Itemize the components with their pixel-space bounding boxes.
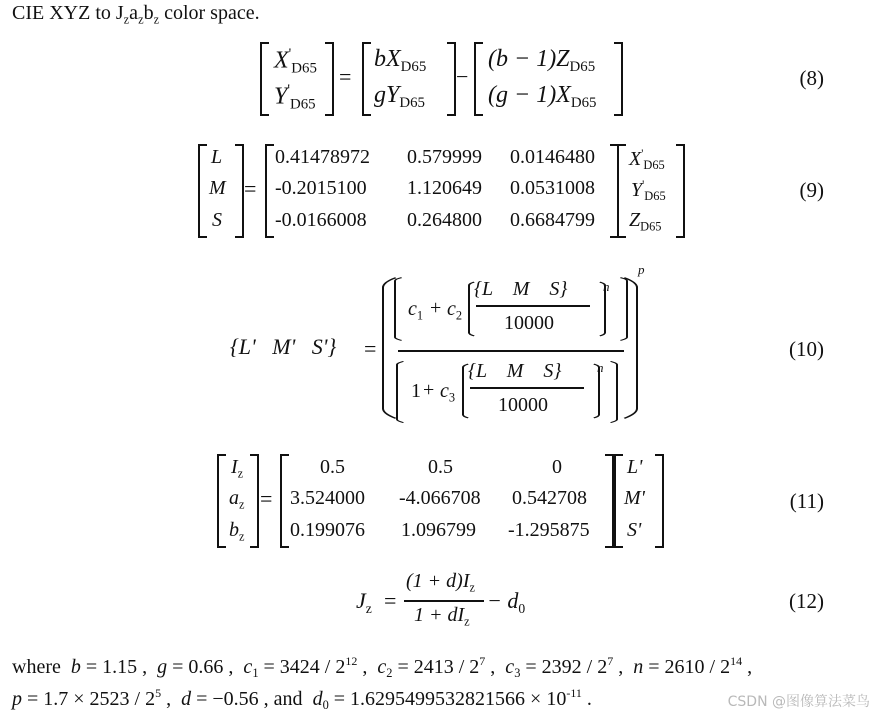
param-token: = 3424 / 2 (258, 655, 346, 678)
eq10-den-lms: {L M S} (468, 360, 562, 382)
params-line-1 (12, 654, 752, 681)
param-token: 14 (730, 654, 743, 668)
intro-sub-z2: z (138, 12, 144, 27)
eq10-number: (10) (789, 337, 824, 361)
eq8-sub-2: D65 (289, 96, 316, 113)
param-token: p (12, 687, 22, 710)
eq8-lhs-vector (260, 42, 334, 116)
eq11-number: (11) (789, 489, 824, 513)
eq10-den-exp-n: n (597, 360, 604, 375)
eq10-plus-2: + (423, 379, 435, 401)
eq8-prime-1: ' (288, 46, 292, 62)
param-token: = 1.6295499532821566 × 10 (328, 687, 567, 710)
eq12-equals: = (384, 588, 397, 613)
eq10-num-10000: 10000 (504, 312, 554, 334)
eq11-b: b (229, 519, 239, 541)
param-token: , (357, 655, 378, 678)
eq11-m-0-2: 0 (552, 456, 562, 478)
eq10-c1-c: c (408, 298, 417, 320)
param-token: 1 (252, 666, 259, 681)
eq12-lhs (356, 588, 372, 617)
intro-lead: CIE XYZ to J (12, 2, 124, 24)
param-token: = 1.15 , (80, 655, 158, 678)
eq10-c1-sub: 1 (416, 308, 424, 323)
param-token: 3 (514, 666, 521, 681)
eq11-i: I (231, 456, 238, 478)
eq9-number: (9) (799, 178, 824, 202)
param-token: d (181, 687, 192, 710)
eq12-num-sub: z (469, 580, 475, 595)
eq9-prime-2: ' (642, 177, 645, 191)
param-token: , (613, 655, 634, 678)
eq9-m-2-1: 0.264800 (407, 209, 482, 231)
eq8-minus: − (456, 64, 469, 89)
eq10-den-one: 1 (411, 380, 421, 402)
eq11-l-prime: L' (627, 456, 643, 478)
eq12-num-text: (1 + d)I (406, 570, 470, 592)
eq11-m-2-2: -1.295875 (508, 519, 590, 541)
eq8-gx: (g − 1)X (488, 82, 571, 108)
eq8-lhs-y: Y (274, 83, 288, 110)
eq12-frac-line (404, 600, 484, 602)
param-token: -11 (566, 686, 582, 700)
eq11-m-prime: M' (624, 487, 645, 509)
param-token: b (70, 655, 81, 678)
eq9-m-0-1: 0.579999 (407, 146, 482, 168)
eq9-m: M (209, 177, 226, 199)
eq12-numerator (406, 570, 475, 595)
param-token: c (243, 655, 253, 678)
param-token: d (312, 687, 323, 710)
intro-tail: color space. (159, 2, 260, 24)
eq10-c3-c: c (440, 380, 449, 402)
eq8-gy: gY (374, 82, 400, 108)
eq12-den-sub: z (464, 614, 470, 629)
eq9-z: Z (629, 209, 641, 231)
param-token: 0 (322, 698, 329, 713)
eq11-m-0-1: 0.5 (428, 456, 453, 478)
eq11-m-1-0: 3.524000 (290, 487, 365, 509)
eq11-m-1-2: 0.542708 (512, 487, 587, 509)
eq9-prime-1: ' (641, 146, 644, 160)
eq8-number: (8) (799, 66, 824, 90)
eq11-sub-2: z (239, 497, 245, 512)
param-token: c (505, 655, 515, 678)
eq9-matrix (265, 144, 619, 238)
eq9-m-1-2: 0.0531008 (510, 177, 595, 199)
eq9-lms-vector (198, 144, 244, 238)
eq10-num-c1 (408, 298, 423, 323)
eq8-sub-3: D65 (400, 59, 427, 76)
eq9-sub-1: D65 (643, 158, 665, 173)
eq10-num-lms: {L M S} (474, 278, 568, 300)
eq8-lhs-x: X (274, 47, 289, 74)
param-token: = 2413 / 2 (392, 655, 480, 678)
eq9-m-1-1: 1.120649 (407, 177, 482, 199)
param-token: 7 (607, 654, 614, 668)
param-token: = 2610 / 2 (643, 655, 731, 678)
eq12-minus-d0 (487, 588, 525, 617)
eq11-lms-prime-vector (614, 454, 664, 548)
eq10-c3-sub: 3 (448, 390, 456, 405)
eq9-m-1-0: -0.2015100 (275, 177, 367, 199)
eq11-m-2-0: 0.199076 (290, 519, 365, 541)
param-token: = 2392 / 2 (520, 655, 608, 678)
eq10-den-10000: 10000 (498, 394, 548, 416)
eq10-den-inner-frac-line (470, 387, 584, 389)
eq11-sub-3: z (239, 529, 245, 544)
eq11-m-0-0: 0.5 (320, 456, 345, 478)
eq9-sub-3: D65 (640, 219, 662, 234)
param-token: . (581, 687, 592, 710)
param-token: , (161, 687, 182, 710)
eq9-xyz-vector (617, 144, 685, 238)
eq8-rhs2-vector (474, 42, 623, 116)
param-token: , (742, 655, 753, 678)
eq11-m-2-1: 1.096799 (401, 519, 476, 541)
eq11-m-1-1: -4.066708 (399, 487, 481, 509)
param-token: c (377, 655, 387, 678)
intro-sub-z1: z (123, 12, 130, 27)
eq10-num-inner-frac-line (476, 305, 590, 307)
param-token: = 1.7 × 2523 / 2 (22, 687, 156, 710)
eq9-sub-2: D65 (644, 189, 666, 204)
watermark: CSDN @图像算法菜鸟 (727, 694, 870, 710)
eq11-matrix (280, 454, 614, 548)
eq12-number: (12) (789, 589, 824, 613)
eq10-plus-1: + (430, 297, 442, 319)
eq9-m-0-0: 0.41478972 (275, 146, 370, 168)
eq10-num-exp-n: n (603, 279, 610, 294)
eq11-sub-1: z (237, 466, 244, 481)
param-token: where (12, 655, 71, 678)
eq9-equals: = (244, 176, 257, 201)
eq12-den-text: 1 + dI (414, 604, 465, 626)
eq10-equals: = (364, 336, 377, 361)
param-token: n (633, 655, 644, 678)
eq8-prime-2: ' (287, 82, 290, 98)
param-token: 12 (345, 654, 358, 668)
param-token: , (485, 655, 506, 678)
eq11-equals: = (260, 486, 273, 511)
eq10-lhs: {L' M' S'} (230, 334, 337, 359)
eq8-bx: bX (374, 46, 401, 72)
param-token: 5 (155, 686, 162, 700)
param-token: 7 (479, 654, 486, 668)
eq10-num-c2 (447, 298, 462, 323)
eq12-j: J (356, 588, 366, 613)
eq9-m-2-2: 0.6684799 (510, 209, 595, 231)
eq10-c2-c: c (447, 298, 456, 320)
params-line-2 (12, 686, 592, 713)
eq9-x: X (629, 147, 642, 170)
eq8-equals: = (339, 64, 352, 89)
intro-b: b (143, 2, 154, 24)
eq11-izazbz-vector (217, 454, 259, 548)
eq10-exp-p: p (638, 262, 645, 277)
eq8-sub-4: D65 (399, 95, 425, 112)
intro-text (12, 2, 260, 27)
eq9-y: Y (631, 178, 643, 201)
intro-sub-z3: z (153, 12, 160, 27)
eq12-d0-sub: 0 (518, 600, 526, 616)
eq8-rhs1-vector (362, 42, 456, 116)
eq9-m-0-2: 0.0146480 (510, 146, 595, 168)
eq12-denominator (414, 604, 470, 629)
eq8-sub-5: D65 (569, 59, 596, 76)
param-token: g (157, 655, 168, 678)
eq8-bz: (b − 1)Z (488, 46, 570, 72)
eq10-c2-sub: 2 (455, 308, 463, 323)
eq8-sub-1: D65 (291, 60, 317, 77)
eq9-l: L (211, 146, 223, 168)
param-token: = 0.66 , (167, 655, 244, 678)
eq10-main-frac-line (398, 350, 624, 352)
eq9-s: S (212, 209, 222, 231)
intro-a: a (129, 2, 139, 24)
param-token: 2 (386, 666, 393, 681)
eq9-m-2-0: -0.0166008 (275, 209, 367, 231)
eq8-sub-6: D65 (570, 95, 597, 112)
eq11-s-prime: S' (627, 519, 642, 541)
eq10-den-c3 (440, 380, 455, 405)
eq11-a: a (229, 487, 239, 509)
eq12-j-sub: z (365, 600, 372, 616)
eq12-minus-d: − d (487, 588, 519, 613)
param-token: = −0.56 , and (191, 687, 313, 710)
